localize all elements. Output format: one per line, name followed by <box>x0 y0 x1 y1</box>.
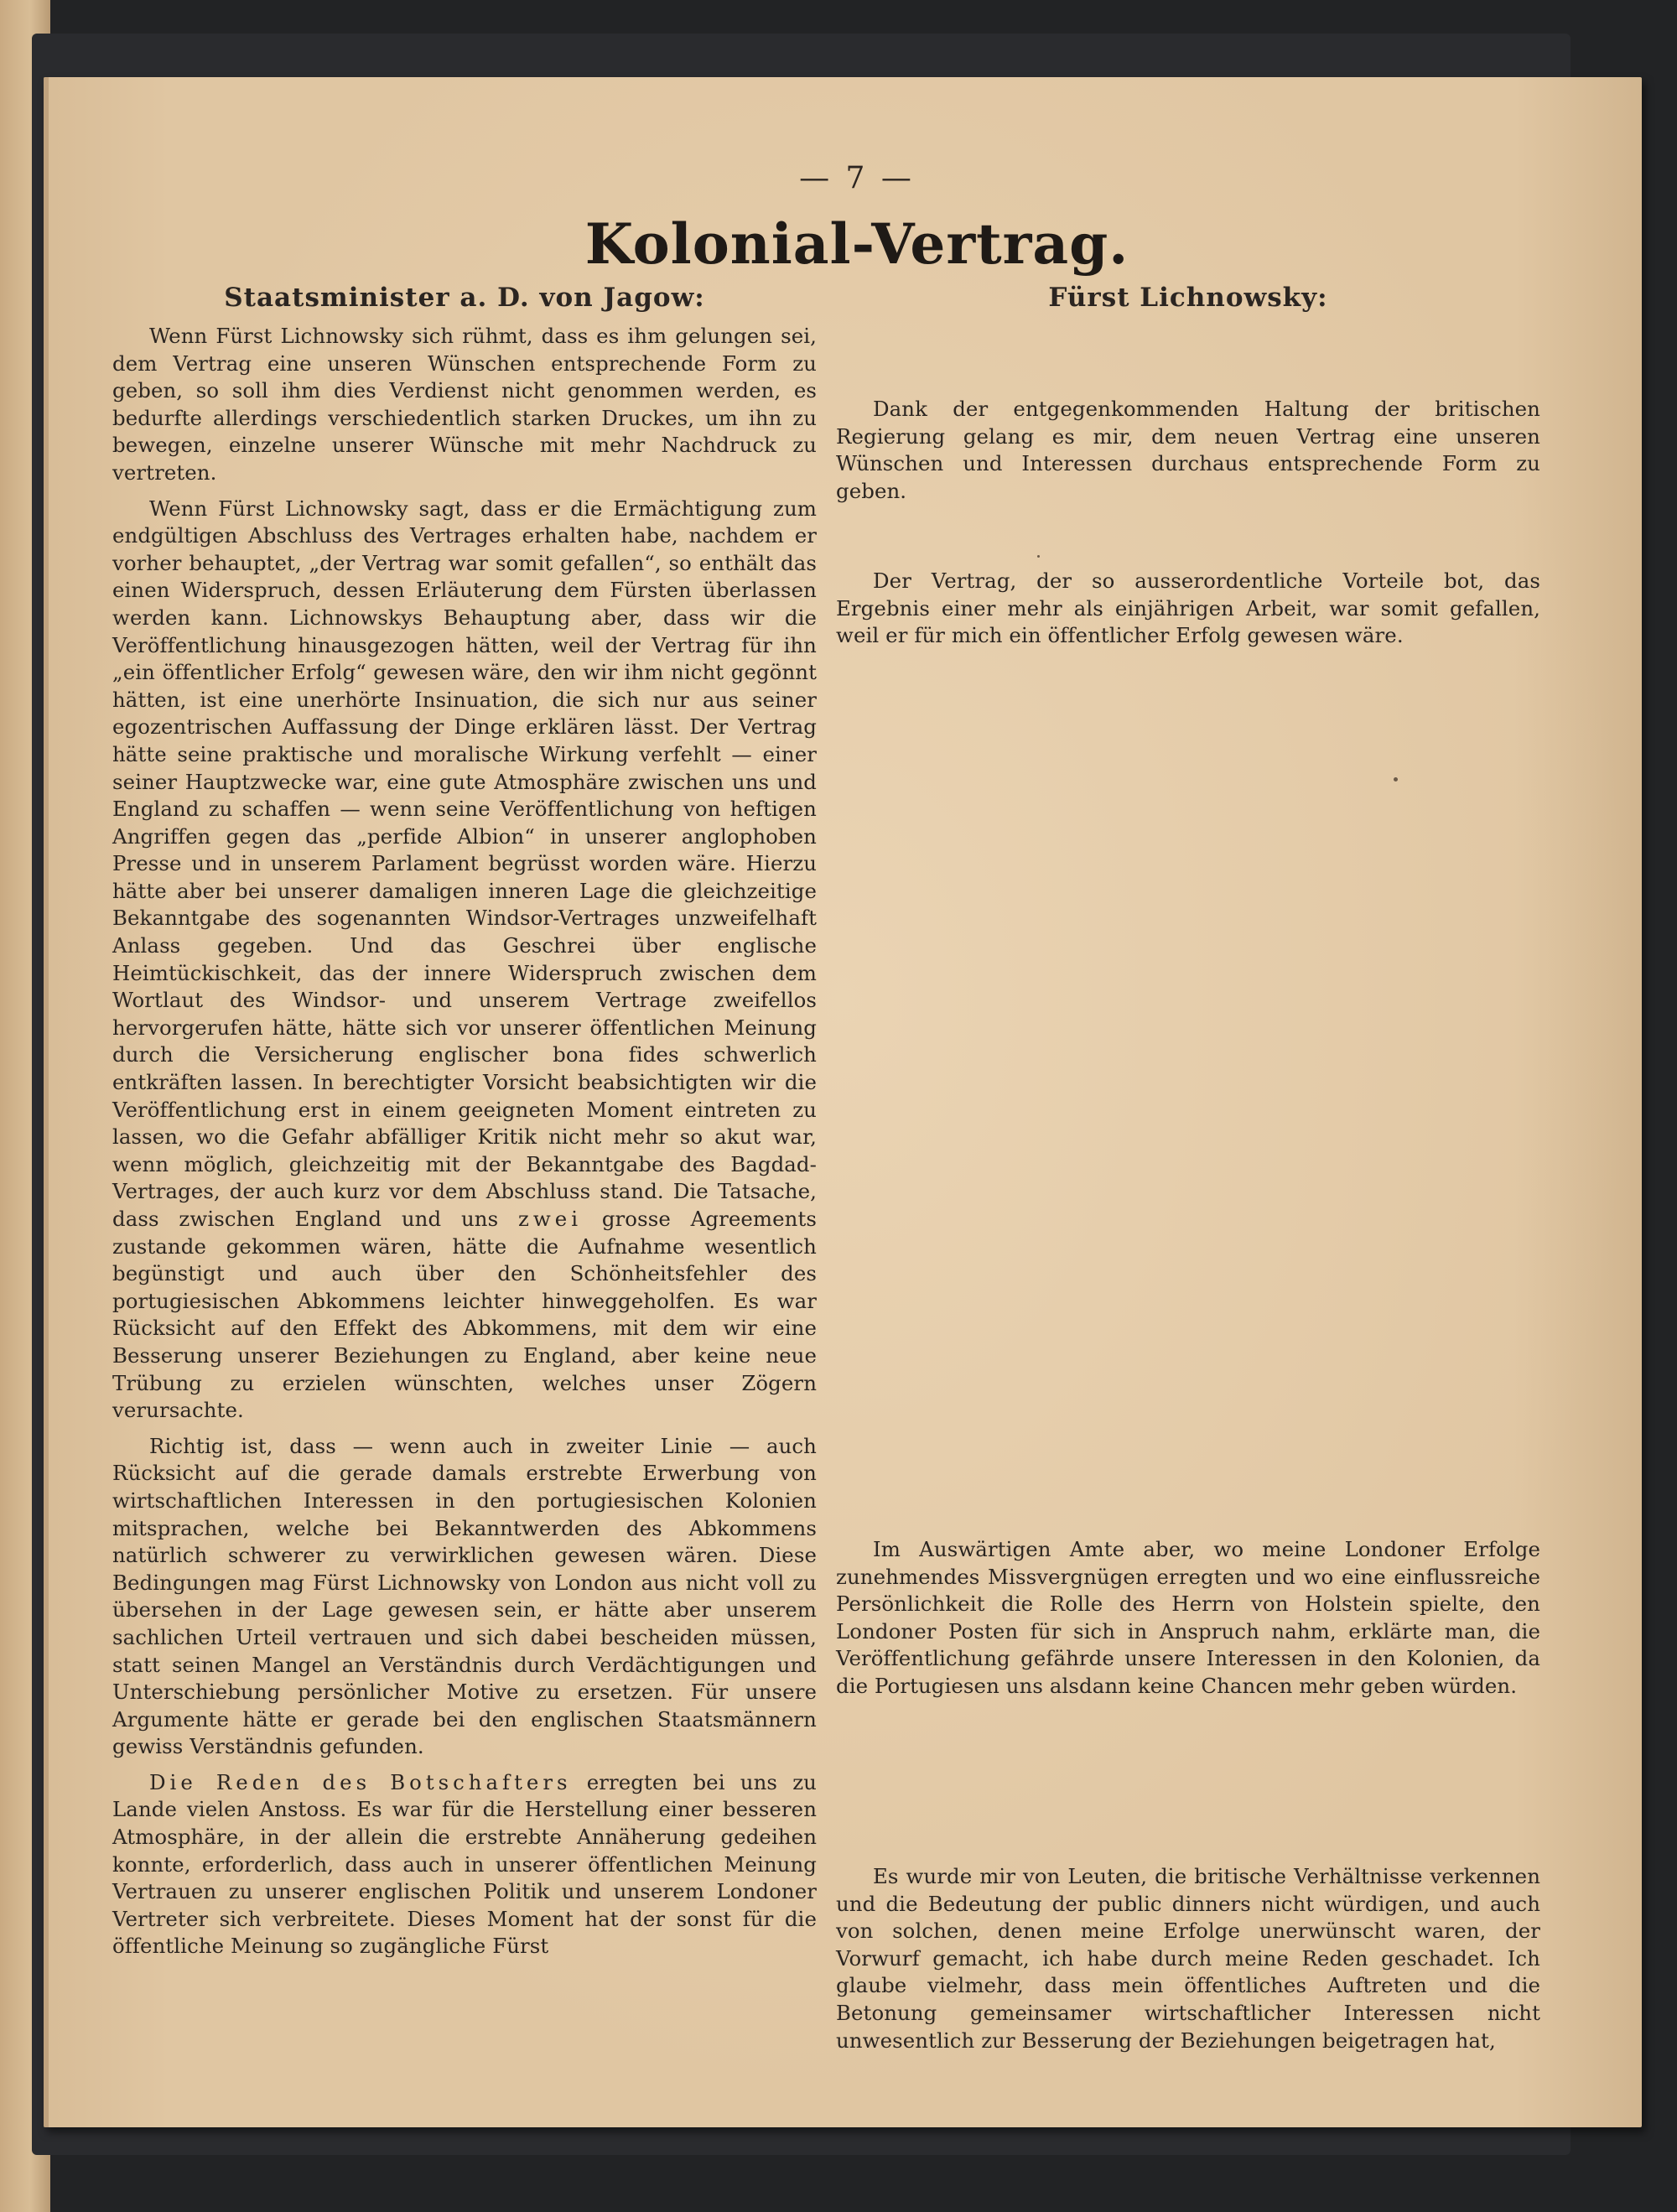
page-title: Kolonial-Vertrag. <box>584 211 1129 277</box>
right-paragraph-3: Im Auswärtigen Amte aber, wo meine Londoner Erfolge zunehmendes Missvergnügen erregten und wo eine einflussreiche Persönlichkeit die Rolle des Herrn von Holstein spielte, den Londoner Posten für sich in Anspruch nahm, erklärte man, die Veröffentlichung gefährde unsere Interessen in den Kolonien, da die Portugiesen uns alsdann keine Chancen mehr geben würden. <box>836 1537 1540 1698</box>
left-paragraph-2-main: Wenn Fürst Lichnowsky sagt, dass er die Ermächtigung zum endgültigen Abschluss des Vertrages erhalten habe, nachdem er vorher behauptet, „der Vertrag war somit gefallen“, so enthält das einen Widerspruch, dessen Erläuterung dem Fürsten überlassen werden kann. Lichnowskys Behauptung aber, dass wir die Veröffentlichung hinausgezogen hätten, weil der Vertrag für ihn „ein öffentlicher Erfolg“ gewesen wäre, den wir ihm nicht gegönnt hätten, ist eine unerhörte Insinuation, die sich nur aus seiner egozentrischen Auffassung der Dinge erklären lässt. Der Vertrag hätte seine praktische und moralische Wirkung verfehlt — einer seiner Hauptzwecke war, eine gute Atmosphäre zwischen uns und England zu schaffen — wenn seine Veröffentlichung von heftigen Angriffen gegen das „perfide Albion“ in unserer anglophoben Presse und in unserem Parlament begrüsst worden wäre. Hierzu hätte aber bei unserer damaligen inneren Lage die gleichzeitige Bekanntgabe des sogenannten Windsor-Vertrages unzweifelhaft Anlass gegeben. Und das Geschrei über englische Heimtückischkeit, das der innere Widerspruch zwischen dem Wortlaut des Windsor- und unserem Vertrage zweifellos hervorgerufen hätte, hätte sich vor unserer öffentlichen Meinung durch die Versicherung englischer bona fides schwerlich entkräften lassen. In berechtigter Vorsicht beabsichtigten wir die Veröffentlichung erst in einem geeigneten Moment eintreten zu lassen, wo die Gefahr abfälliger Kritik nicht mehr so akut war, wenn möglich, gleichzeitig mit der Bekanntgabe des Bagdad-Vertrages, der auch kurz vor dem Abschluss stand. <box>112 496 817 1204</box>
left-paragraph-2-tatsache-start: Die Tatsache, dass zwischen England und uns <box>112 1179 817 1231</box>
right-paragraph-1: Dank der entgegenkommenden Haltung der britischen Regierung gelang es mir, dem neuen Vertrag eine unseren Wünschen und Interessen durchaus entsprechende Form zu geben. <box>836 397 1540 503</box>
left-paragraph-4-rest: erregten bei uns zu Lande vielen Anstoss. Es war für die Herstellung einer besseren Atmosphäre, in der allein die erstrebte Annäherung gedeihen konnte, erforderlich, dass auch in unserer öffentlichen Meinung Vertrauen zu unserer englischen Politik und unserem Londoner Vertreter sich verbreitete. Dieses Moment hat der sonst für die öffentliche Meinung so zugängliche Fürst <box>112 1769 817 1959</box>
left-paragraph-4-spaced-words: Die Reden des Botschafters <box>149 1769 572 1794</box>
right-column <box>836 283 1540 2053</box>
left-paragraph-2-tatsache-end: grosse Agreements zustande gekommen wären, hätte die Aufnahme wesentlich begünstigt und auch über den Schönheitsfehler des portugiesischen Abkommens leichter hinweggeholfen. Es war Rücksicht auf den Effekt des Abkommens, mit dem wir eine Besserung unserer Beziehungen zu England, aber keine neue Trübung zu erzielen wünschten, welches unser Zögern verursachte. <box>112 1207 817 1423</box>
paper-speck <box>1394 777 1398 781</box>
right-paragraph-4: Es wurde mir von Leuten, die britische Verhältnisse verkennen und die Bedeutung der public dinners nicht würdigen, und auch von solchen, denen meine Erfolge unerwünscht waren, der Vorwurf gemacht, ich habe durch meine Reden geschadet. Ich glaube vielmehr, dass mein öffentliches Auftreten und die Betonung gemeinsamer wirtschaftlicher Interessen nicht unwesentlich zur Besserung der Beziehungen beigetragen hat, <box>836 1864 1540 2053</box>
page-number: — 7 — <box>799 161 915 195</box>
right-column-heading: Fürst Lichnowsky: <box>1048 283 1328 313</box>
left-column-heading: Staatsminister a. D. von Jagow: <box>224 283 705 313</box>
right-paragraph-2: Der Vertrag, der so ausserordentliche Vorteile bot, das Ergebnis einer mehr als einjährigen Arbeit, war somit gefallen, weil er für mich ein öffentlicher Erfolg gewesen wäre. <box>836 569 1540 648</box>
left-paragraph-2-spaced-word: zwei <box>518 1207 583 1231</box>
left-paragraph-1: Wenn Fürst Lichnowsky sich rühmt, dass es ihm gelungen sei, dem Vertrag eine unseren Wünschen entsprechende Form zu geben, so soll ihm dies Verdienst nicht genommen werden, es bedurfte allerdings verschiedentlich starken Druckes, um ihn zu bewegen, einzelne unserer Wünsche mit mehr Nachdruck zu vertreten. <box>112 324 817 485</box>
left-paragraph-4 <box>112 1769 817 1960</box>
document-page <box>44 77 1642 2127</box>
left-column <box>112 283 817 1969</box>
page-fold-shadow <box>44 77 49 2127</box>
paper-speck <box>1037 555 1040 558</box>
left-paragraph-2 <box>112 496 817 1425</box>
left-paragraph-3: Richtig ist, dass — wenn auch in zweiter Linie — auch Rücksicht auf die gerade damals erstrebte Erwerbung von wirtschaftlichen Interessen in den portugiesischen Kolonien mitsprachen, welche bei Bekanntwerden des Abkommens natürlich schwerer zu verwirklichen gewesen wären. Diese Bedingungen mag Fürst Lichnowsky von London aus nicht voll zu übersehen in der Lage gewesen sein, er hätte aber unserem sachlichen Urteil vertrauen und sich dabei bescheiden müssen, statt seinen Mangel an Verständnis durch Verdächtigungen und Unterschiebung persönlicher Motive zu ersetzen. Für unsere Argumente hätte er gerade bei den englischen Staatsmännern gewiss Verständnis gefunden. <box>112 1433 817 1759</box>
